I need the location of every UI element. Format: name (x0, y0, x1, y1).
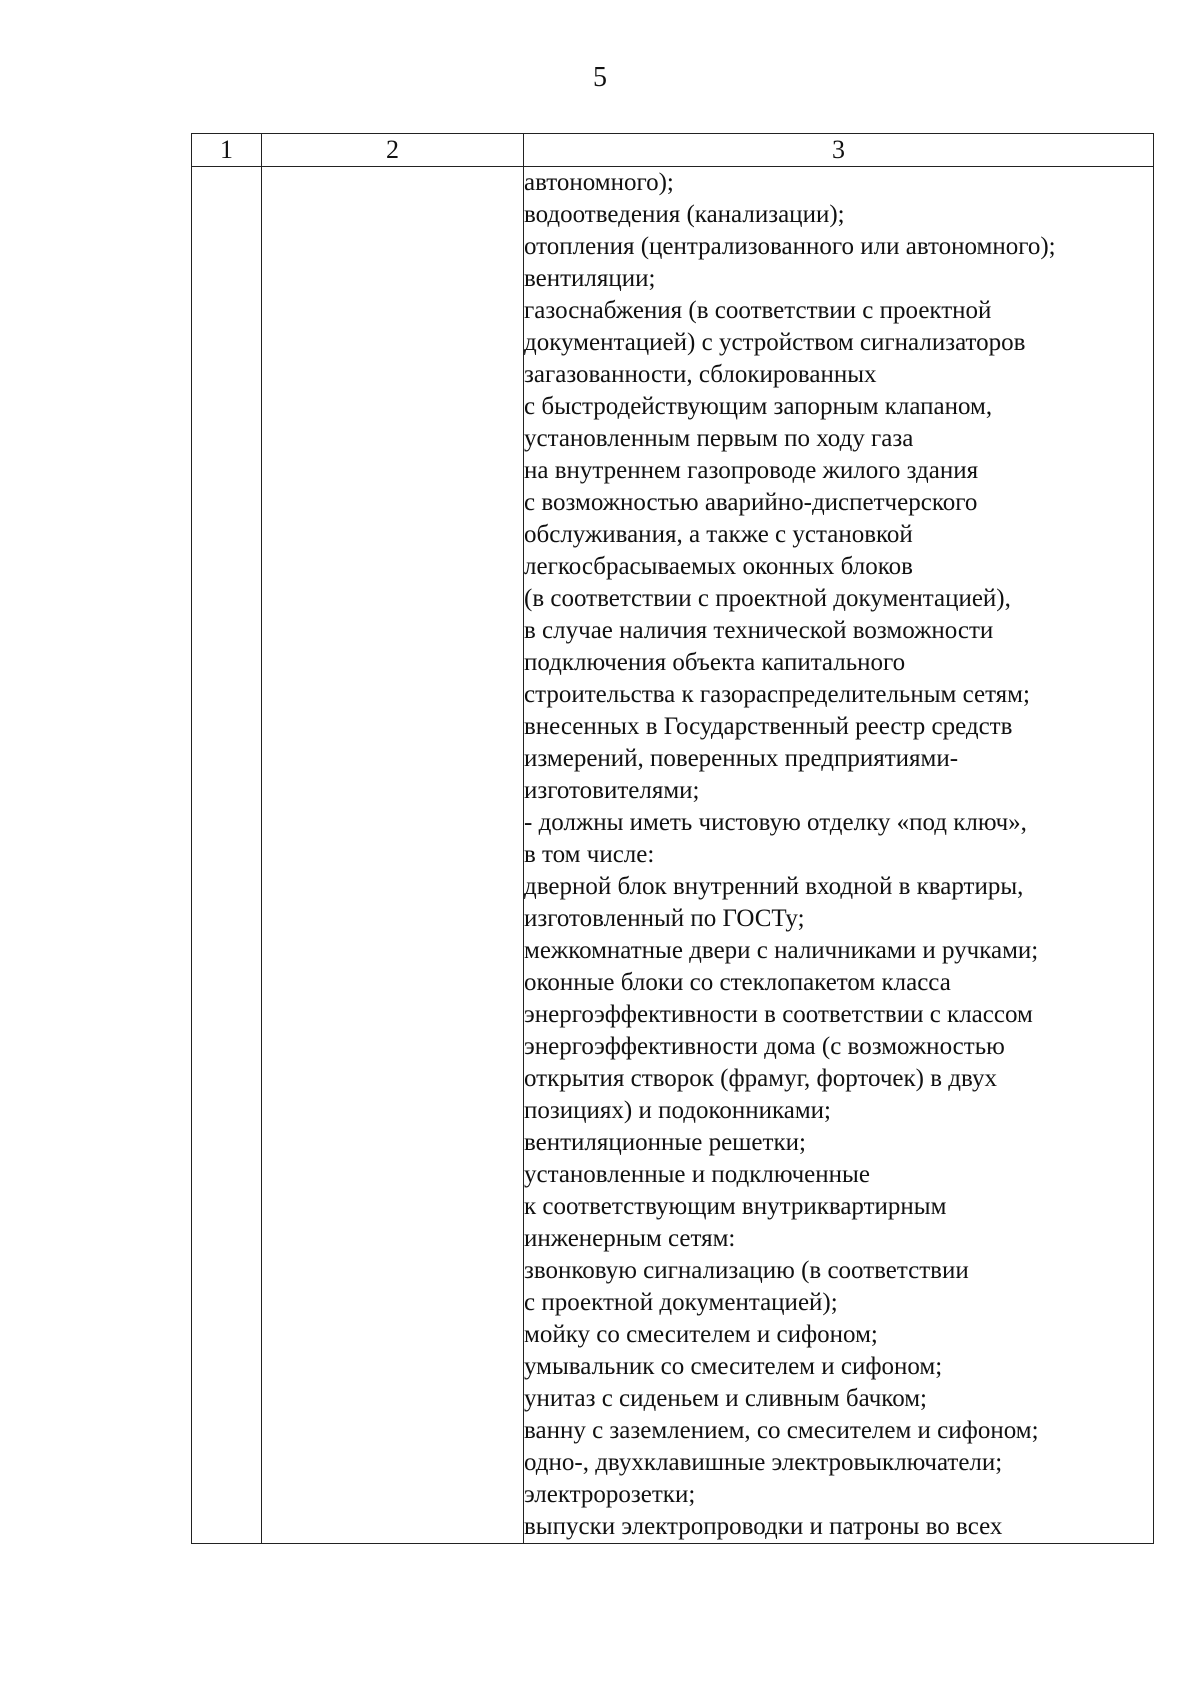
text-line: звонковую сигнализацию (в соответствии (524, 1257, 969, 1284)
table-header-row (192, 134, 1154, 167)
text-line: обслуживания, а также с установкой (524, 521, 913, 548)
text-line: - должны иметь чистовую отделку «под ключ», (524, 809, 1027, 836)
column-header-2: 2 (262, 134, 524, 167)
text-line: легкосбрасываемых оконных блоков (524, 553, 913, 580)
text-line: к соответствующим внутриквартирным (524, 1193, 947, 1220)
column-header-1: 1 (192, 134, 262, 167)
column-header-3: 3 (524, 134, 1154, 167)
text-line: вентиляционные решетки; (524, 1129, 806, 1156)
text-line: загазованности, сблокированных (524, 361, 877, 388)
text-line: изготовленный по ГОСТу; (524, 905, 805, 932)
table-row (192, 167, 1154, 1544)
text-line: внесенных в Государственный реестр средств (524, 713, 1013, 740)
text-line: газоснабжения (в соответствии с проектной (524, 297, 992, 324)
text-line: отопления (централизованного или автономного); (524, 233, 1056, 260)
text-line: унитаз с сиденьем и сливным бачком; (524, 1385, 927, 1412)
text-line: оконные блоки со стеклопакетом класса (524, 969, 951, 996)
text-line: (в соответствии с проектной документацией), (524, 585, 1011, 612)
text-line: позициях) и подоконниками; (524, 1097, 831, 1124)
text-line: на внутреннем газопроводе жилого здания (524, 457, 979, 484)
text-line: выпуски электропроводки и патроны во всех (524, 1513, 1003, 1540)
text-line: установленным первым по ходу газа (524, 425, 914, 452)
text-line: инженерным сетям: (524, 1225, 736, 1252)
text-line: с быстродействующим запорным клапаном, (524, 393, 993, 420)
text-line: умывальник со смесителем и сифоном; (524, 1353, 943, 1380)
requirements-table (191, 133, 1154, 1544)
text-line: открытия створок (фрамуг, форточек) в двух (524, 1065, 997, 1092)
text-line: водоотведения (канализации); (524, 201, 845, 228)
text-line: межкомнатные двери с наличниками и ручками; (524, 937, 1039, 964)
text-line: установленные и подключенные (524, 1161, 870, 1188)
text-line: изготовителями; (524, 777, 700, 804)
text-line: строительства к газораспределительным сетям; (524, 681, 1030, 708)
cell-col-3-text (524, 167, 1154, 1544)
text-line: ванну с заземлением, со смесителем и сифоном; (524, 1417, 1039, 1444)
text-line: дверной блок внутренний входной в квартиры, (524, 873, 1024, 900)
text-line: энергоэффективности дома (с возможностью (524, 1033, 1005, 1060)
text-line: мойку со смесителем и сифоном; (524, 1321, 878, 1348)
text-line: электророзетки; (524, 1481, 696, 1508)
text-line: одно-, двухклавишные электровыключатели; (524, 1449, 1003, 1476)
text-line: с возможностью аварийно-диспетчерского (524, 489, 978, 516)
text-line: вентиляции; (524, 265, 656, 292)
text-line: с проектной документацией); (524, 1289, 838, 1316)
text-line: документацией) с устройством сигнализаторов (524, 329, 1026, 356)
cell-col-2 (262, 167, 524, 1544)
cell-col-1 (192, 167, 262, 1544)
text-line: автономного); (524, 169, 674, 196)
text-line: в том числе: (524, 841, 655, 868)
text-line: измерений, поверенных предприятиями- (524, 745, 959, 772)
text-line: энергоэффективности в соответствии с классом (524, 1001, 1033, 1028)
text-line: в случае наличия технической возможности (524, 617, 994, 644)
text-line: подключения объекта капитального (524, 649, 906, 676)
page-number: 5 (593, 62, 607, 93)
